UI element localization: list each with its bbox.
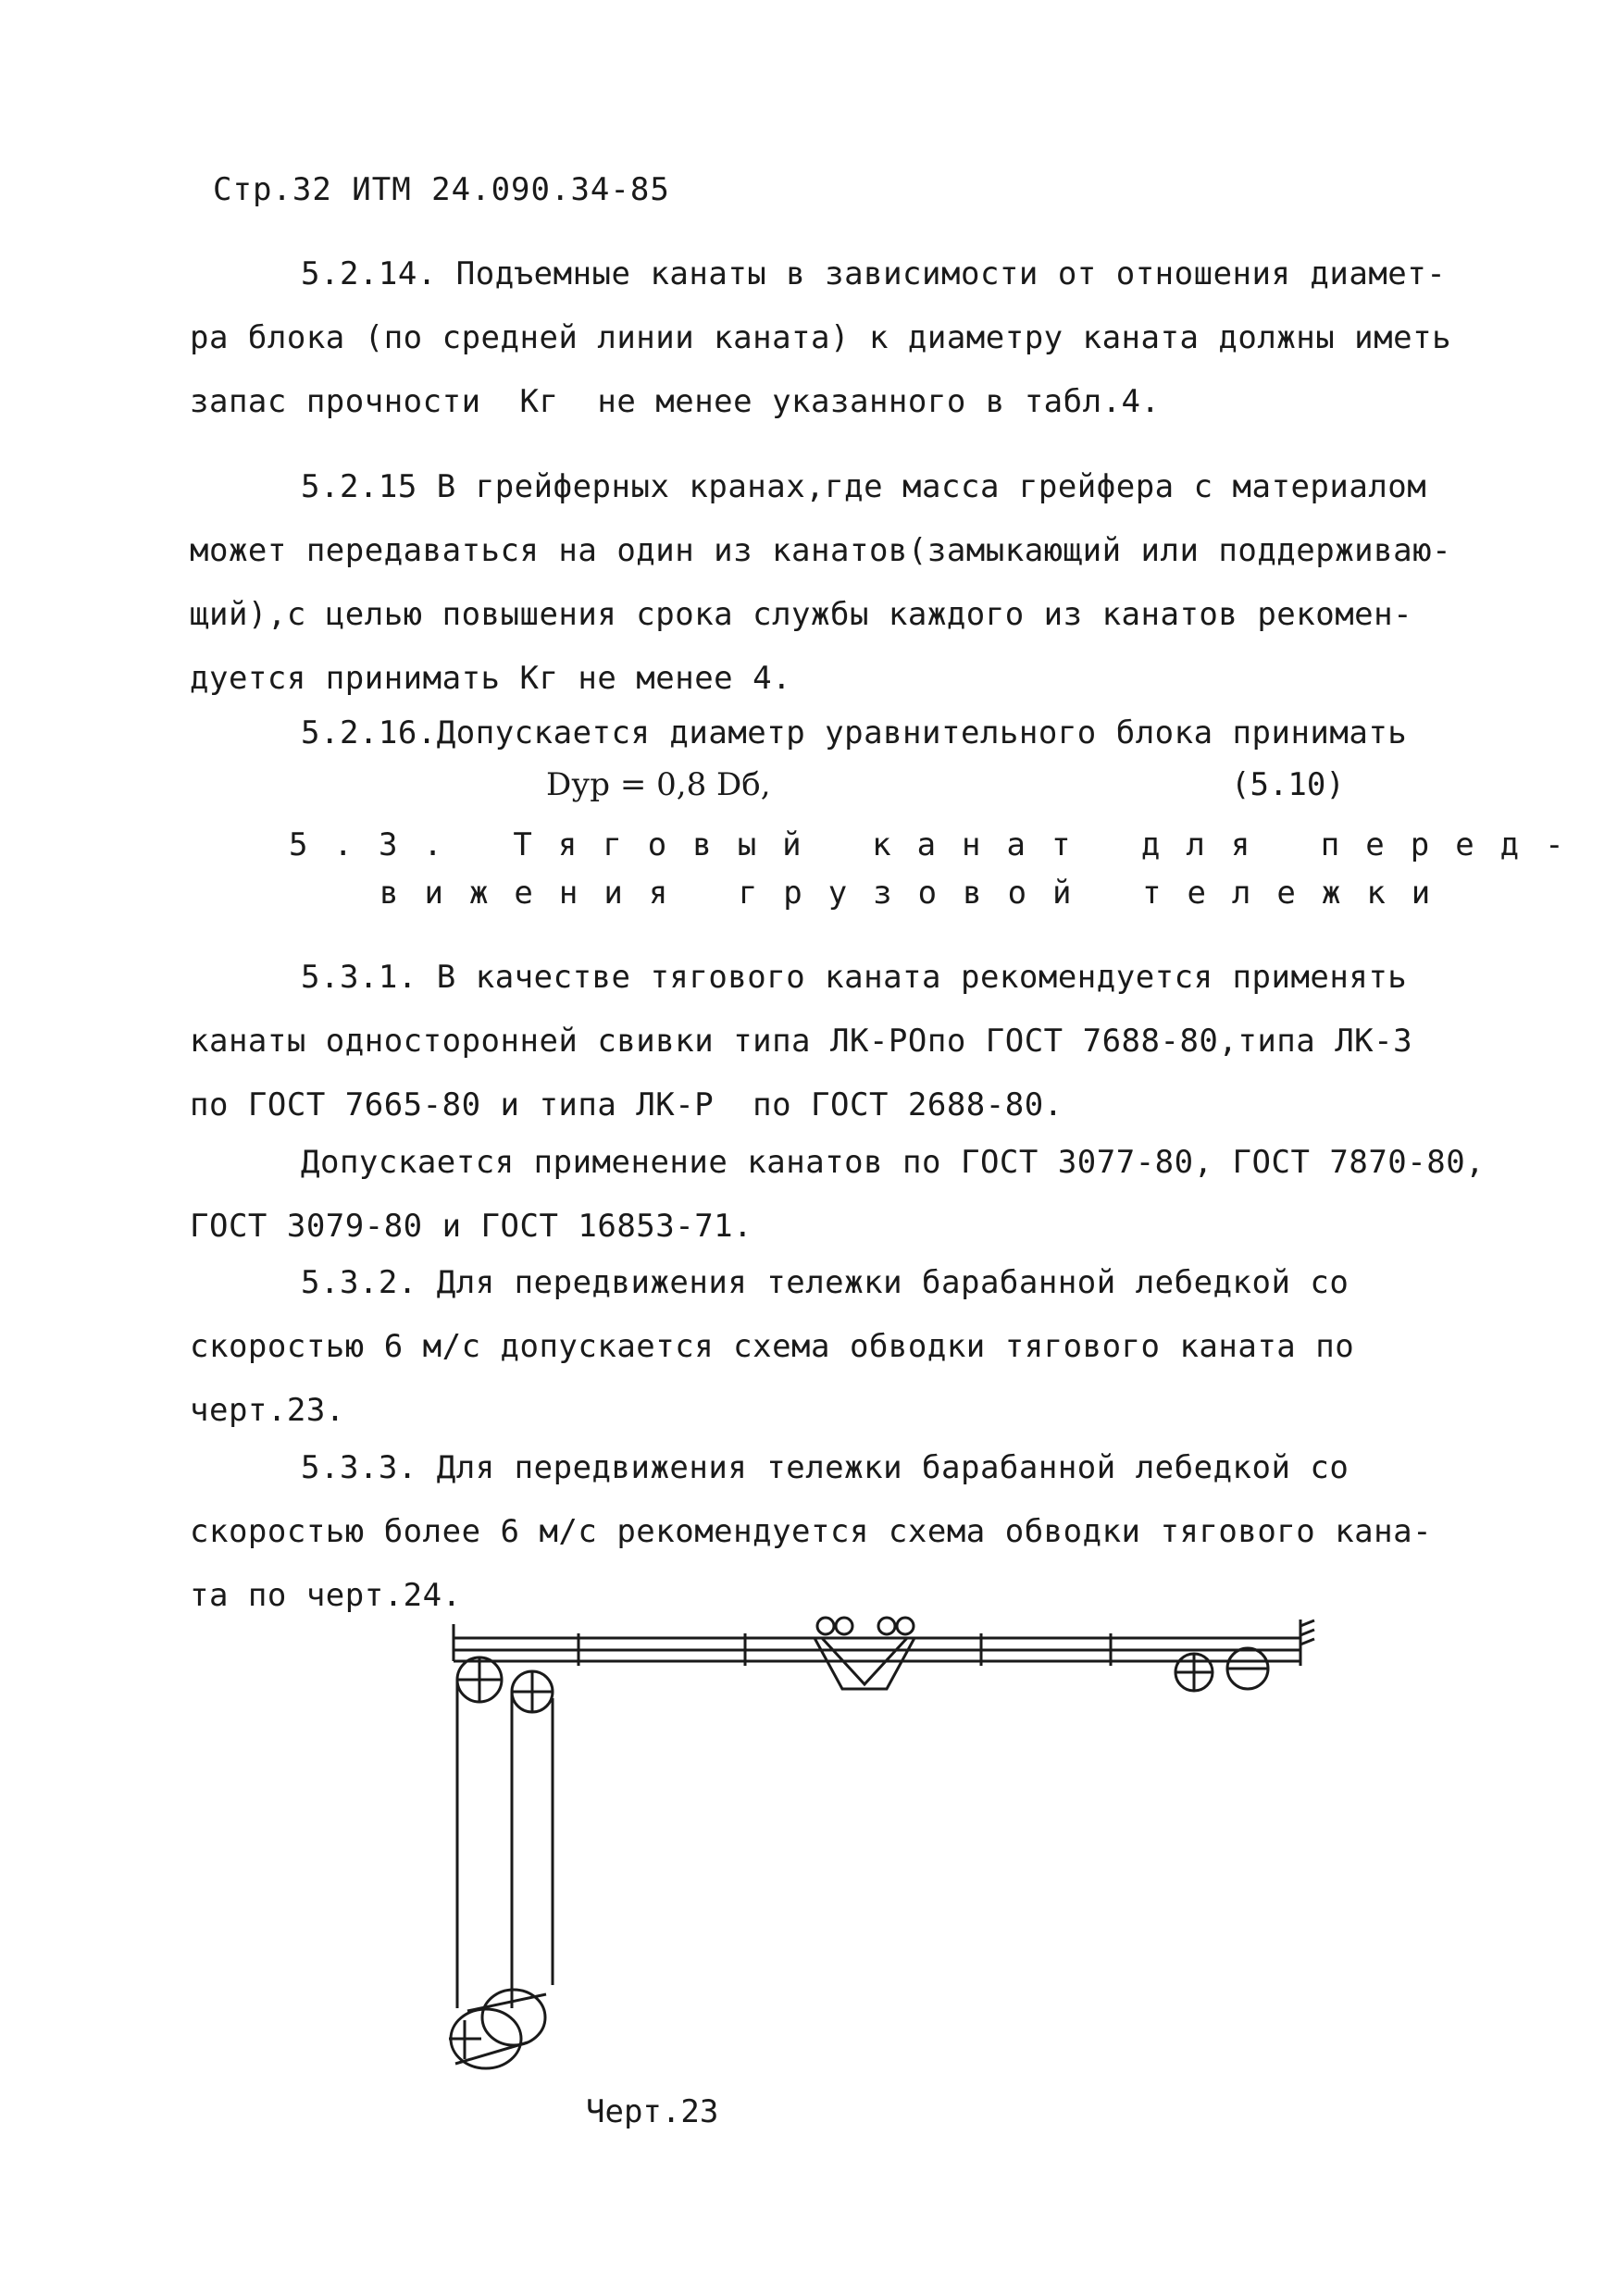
rope-reeving-diagram bbox=[426, 1596, 1351, 2078]
trolley-wheel bbox=[836, 1618, 852, 1634]
text-line: скоростью 6 м/с допускается схема обводки тягового каната по bbox=[190, 1328, 1355, 1365]
text-line: ГОСТ 3079-80 и ГОСТ 16853-71. bbox=[190, 1208, 753, 1245]
trolley-wheel bbox=[897, 1618, 914, 1634]
paragraph-5-2-16 bbox=[190, 701, 1486, 765]
text-line: 5.3.1. В качестве тягового каната рекомендуется применять bbox=[301, 959, 1408, 996]
text-line: 5.2.16.Допускается диаметр уравнительного блока принимать bbox=[301, 714, 1408, 751]
text-line: 5.2.14. Подъемные канаты в зависимости от отношения диамет- bbox=[301, 255, 1447, 292]
paragraph-5-3-1 bbox=[190, 946, 1486, 1137]
text-line: черт.23. bbox=[190, 1392, 345, 1429]
trolley-wheel bbox=[878, 1618, 895, 1634]
text-line: 5.3.2. Для передвижения тележки барабанной лебедкой со bbox=[301, 1264, 1350, 1301]
paragraph-5-2-15 bbox=[190, 455, 1486, 711]
formula: Dур = 0,8 Dб, bbox=[546, 766, 771, 803]
paragraph-5-3-2 bbox=[190, 1251, 1486, 1443]
section-title-line: вижения грузовой тележки bbox=[379, 875, 1457, 912]
paragraph-5-2-14 bbox=[190, 242, 1486, 434]
text-line: запас прочности Кг не менее указанного в табл.4. bbox=[190, 383, 1161, 420]
text-line: 5.2.15 В грейферных кранах,где масса грейфера с материалом bbox=[301, 468, 1427, 505]
text-line: Допускается применение канатов по ГОСТ 3077-80, ГОСТ 7870-80, bbox=[301, 1144, 1486, 1181]
anchor-hatch bbox=[1300, 1639, 1314, 1644]
drum bbox=[482, 1990, 545, 2045]
text-line: та по черт.24. bbox=[190, 1577, 462, 1614]
text-line: канаты односторонней свивки типа ЛК-РОпо ГОСТ 7688-80,типа ЛК-3 bbox=[190, 1023, 1413, 1060]
text-line: ра блока (по средней линии каната) к диаметру каната должны иметь bbox=[190, 319, 1452, 356]
text-line: скоростью более 6 м/с рекомендуется схема обводки тягового кана- bbox=[190, 1513, 1433, 1550]
text-line: может передаваться на один из канатов(замыкающий или поддерживаю- bbox=[190, 532, 1452, 569]
formula-number: (5.10) bbox=[1231, 766, 1345, 803]
page-header: Стр.32 ИТМ 24.090.34-85 bbox=[213, 171, 670, 208]
figure-caption: Черт.23 bbox=[586, 2093, 719, 2130]
text-line: дуется принимать Кг не менее 4. bbox=[190, 660, 792, 697]
paragraph-allowed-ropes bbox=[190, 1131, 1486, 1259]
anchor-hatch bbox=[1300, 1630, 1314, 1635]
section-title-line: 5.3. Тяговый канат для перед- bbox=[289, 826, 1590, 863]
text-line: щий),с целью повышения срока службы каждого из канатов рекомен- bbox=[190, 596, 1413, 633]
text-line: 5.3.3. Для передвижения тележки барабанной лебедкой со bbox=[301, 1449, 1350, 1486]
anchor-hatch bbox=[1300, 1620, 1314, 1626]
text-line: по ГОСТ 7665-80 и типа ЛК-Р по ГОСТ 2688-80. bbox=[190, 1086, 1063, 1123]
trolley-wheel bbox=[817, 1618, 834, 1634]
